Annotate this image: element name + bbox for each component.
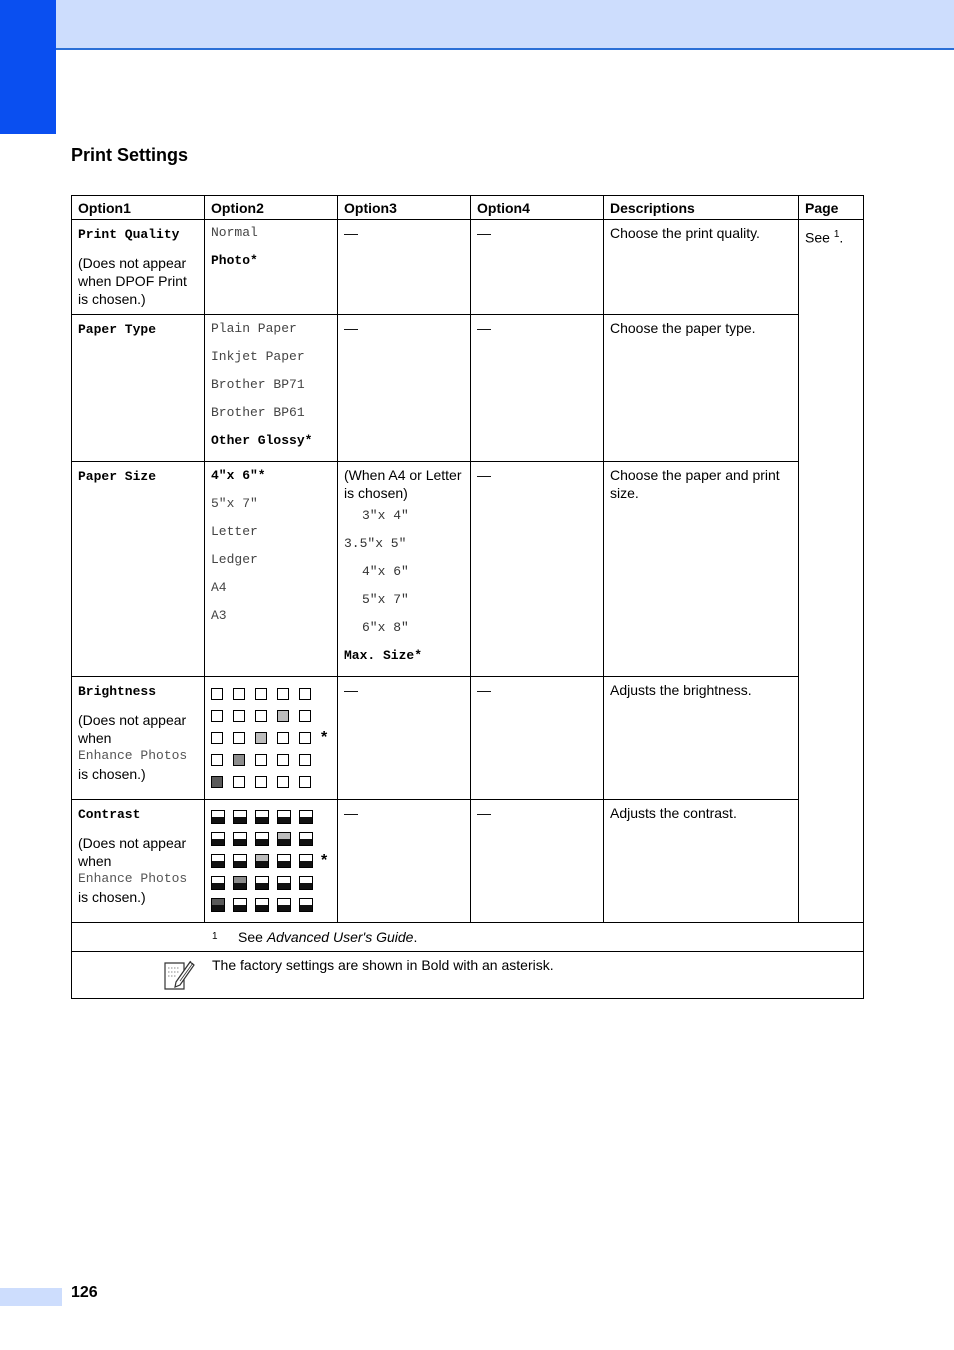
brightness-level-square [211,732,223,744]
cell-option4 [471,315,604,462]
cell-option3 [338,800,471,923]
cell-page [799,220,864,923]
contrast-level-square [277,876,291,890]
contrast-level-row [211,894,331,916]
header-band [0,0,954,50]
table-row-brightness [72,677,864,800]
header-option1: Option1 [72,196,205,220]
brightness-level-square [255,688,267,700]
brightness-level-square [299,688,311,700]
option3-item: 5"x 7" [362,592,409,607]
option2-item: Inkjet Paper [211,349,305,364]
page-dot: . [839,229,844,246]
page-number: 126 [71,1284,98,1301]
contrast-level-square [277,898,291,912]
footnote-suffix: . [413,929,418,945]
cell-option2 [205,315,338,462]
option1-note: (Does not appear when DPOF Print is chosen.) [78,255,187,307]
cell-option3 [338,462,471,677]
cell-option2 [205,220,338,315]
option3-item: 3"x 4" [362,508,409,523]
contrast-level-square [277,810,291,824]
brightness-level-square [255,710,267,722]
brightness-level-row [211,749,331,771]
cell-description: Adjusts the contrast. [604,800,799,923]
cell-option2-contrast-scale [205,800,338,923]
contrast-level-square [255,832,269,846]
footnote-cell [72,923,864,952]
option2-item: A3 [211,608,227,623]
cell-option3 [338,315,471,462]
note-pencil-icon [162,958,196,992]
option1-note-end: is chosen.) [78,766,146,782]
contrast-level-square [211,876,225,890]
page-see: See [805,229,830,246]
dash: — [477,467,491,483]
note-row [72,952,864,999]
cell-option4 [471,677,604,800]
contrast-level-square [211,832,225,846]
table-header-row [72,196,864,220]
page-tab [0,1288,62,1306]
table-row-paper-size [72,462,864,677]
contrast-level-square [255,810,269,824]
option2-item-default: Photo* [211,253,258,268]
brightness-level-square [277,688,289,700]
option1-name: Paper Size [78,469,157,484]
option2-item: Brother BP71 [211,377,305,392]
option1-name: Contrast [78,807,141,822]
brightness-level-row [211,771,331,793]
dash: — [344,805,358,821]
brightness-level-row [211,683,331,705]
header-descriptions: Descriptions [604,196,799,220]
contrast-level-square [277,854,291,868]
option2-item: Brother BP61 [211,405,305,420]
dash: — [477,805,491,821]
contrast-level-square [299,854,313,868]
contrast-level-row [211,850,331,872]
contrast-level-square [299,832,313,846]
cell-option2 [205,462,338,677]
cell-description: Choose the print quality. [604,220,799,315]
brightness-level-square [299,732,311,744]
brightness-level-square [299,776,311,788]
option3-note: (When A4 or Letter is chosen) [344,467,462,501]
contrast-level-square [233,854,247,868]
contrast-level-row [211,806,331,828]
footnote-row [72,923,864,952]
brightness-level-square [255,776,267,788]
cell-option3 [338,677,471,800]
header-option3: Option3 [338,196,471,220]
brightness-level-row [211,705,331,727]
option3-item: 6"x 8" [362,620,409,635]
option3-item: 3.5"x 5" [344,536,407,551]
contrast-level-square [233,898,247,912]
option2-item: Ledger [211,552,258,567]
dash: — [477,682,491,698]
brightness-level-row [211,727,331,749]
contrast-level-square [299,876,313,890]
option1-note-end: is chosen.) [78,889,146,905]
option2-item: Letter [211,524,258,539]
chapter-tab [0,0,56,134]
dash: — [344,225,358,241]
brightness-level-square [299,754,311,766]
brightness-level-square [233,776,245,788]
contrast-level-square [255,876,269,890]
contrast-level-square [299,810,313,824]
table-row-contrast [72,800,864,923]
option1-name: Paper Type [78,322,157,337]
option1-note: (Does not appear when [78,835,187,869]
cell-option1 [72,315,205,462]
option1-note-mono: Enhance Photos [78,871,188,886]
cell-option1 [72,800,205,923]
contrast-level-square [211,854,225,868]
option3-item-default: Max. Size* [344,648,423,663]
footnote-prefix: See [238,929,267,945]
table-row-paper-type [72,315,864,462]
brightness-level-square [233,710,245,722]
cell-option4 [471,462,604,677]
contrast-level-square [233,876,247,890]
contrast-level-row [211,828,331,850]
contrast-level-row [211,872,331,894]
default-asterisk: * [321,852,328,869]
option2-item-default: Other Glossy* [211,433,313,448]
contrast-level-square [211,810,225,824]
brightness-level-square [233,688,245,700]
brightness-level-square [233,732,245,744]
header-option2: Option2 [205,196,338,220]
cell-description: Adjusts the brightness. [604,677,799,800]
header-page: Page [799,196,864,220]
contrast-level-square [277,832,291,846]
option1-note-mono: Enhance Photos [78,748,188,763]
contrast-scale [211,806,331,916]
footnote-ref: 1 [833,229,840,240]
dash: — [344,320,358,336]
cell-option2-brightness-scale [205,677,338,800]
brightness-level-square [277,776,289,788]
cell-option4 [471,800,604,923]
brightness-level-square [211,754,223,766]
brightness-level-square [211,688,223,700]
brightness-level-square [277,754,289,766]
option2-item: Plain Paper [211,321,297,336]
header-option4: Option4 [471,196,604,220]
brightness-level-square [211,710,223,722]
cell-description: Choose the paper and print size. [604,462,799,677]
option2-item: A4 [211,580,227,595]
brightness-scale [211,683,331,793]
brightness-level-square [211,776,223,788]
dash: — [477,225,491,241]
section-title: Print Settings [71,145,189,165]
contrast-level-square [255,898,269,912]
cell-option1 [72,677,205,800]
option2-item: Normal [211,225,258,240]
option3-item: 4"x 6" [362,564,409,579]
table-row-print-quality [72,220,864,315]
settings-table [71,195,864,999]
default-asterisk: * [321,729,328,746]
contrast-level-square [211,898,225,912]
cell-option1 [72,220,205,315]
cell-option1 [72,462,205,677]
brightness-level-square [255,732,267,744]
dash: — [477,320,491,336]
option1-name: Brightness [78,684,157,699]
cell-option4 [471,220,604,315]
footnote-number: 1 [212,931,218,942]
footnote-guide-title: Advanced User's Guide [266,929,414,945]
option2-item: 5"x 7" [211,496,258,511]
note-cell [72,952,864,999]
brightness-level-square [233,754,245,766]
option2-item-default: 4"x 6"* [211,468,266,483]
note-text: The factory settings are shown in Bold with an asterisk. [212,957,554,973]
option1-name: Print Quality [78,227,180,242]
option1-note: (Does not appear when [78,712,187,746]
brightness-level-square [277,710,289,722]
dash: — [344,682,358,698]
brightness-level-square [277,732,289,744]
cell-description: Choose the paper type. [604,315,799,462]
contrast-level-square [255,854,269,868]
contrast-level-square [299,898,313,912]
cell-option3 [338,220,471,315]
contrast-level-square [233,810,247,824]
contrast-level-square [233,832,247,846]
brightness-level-square [299,710,311,722]
brightness-level-square [255,754,267,766]
